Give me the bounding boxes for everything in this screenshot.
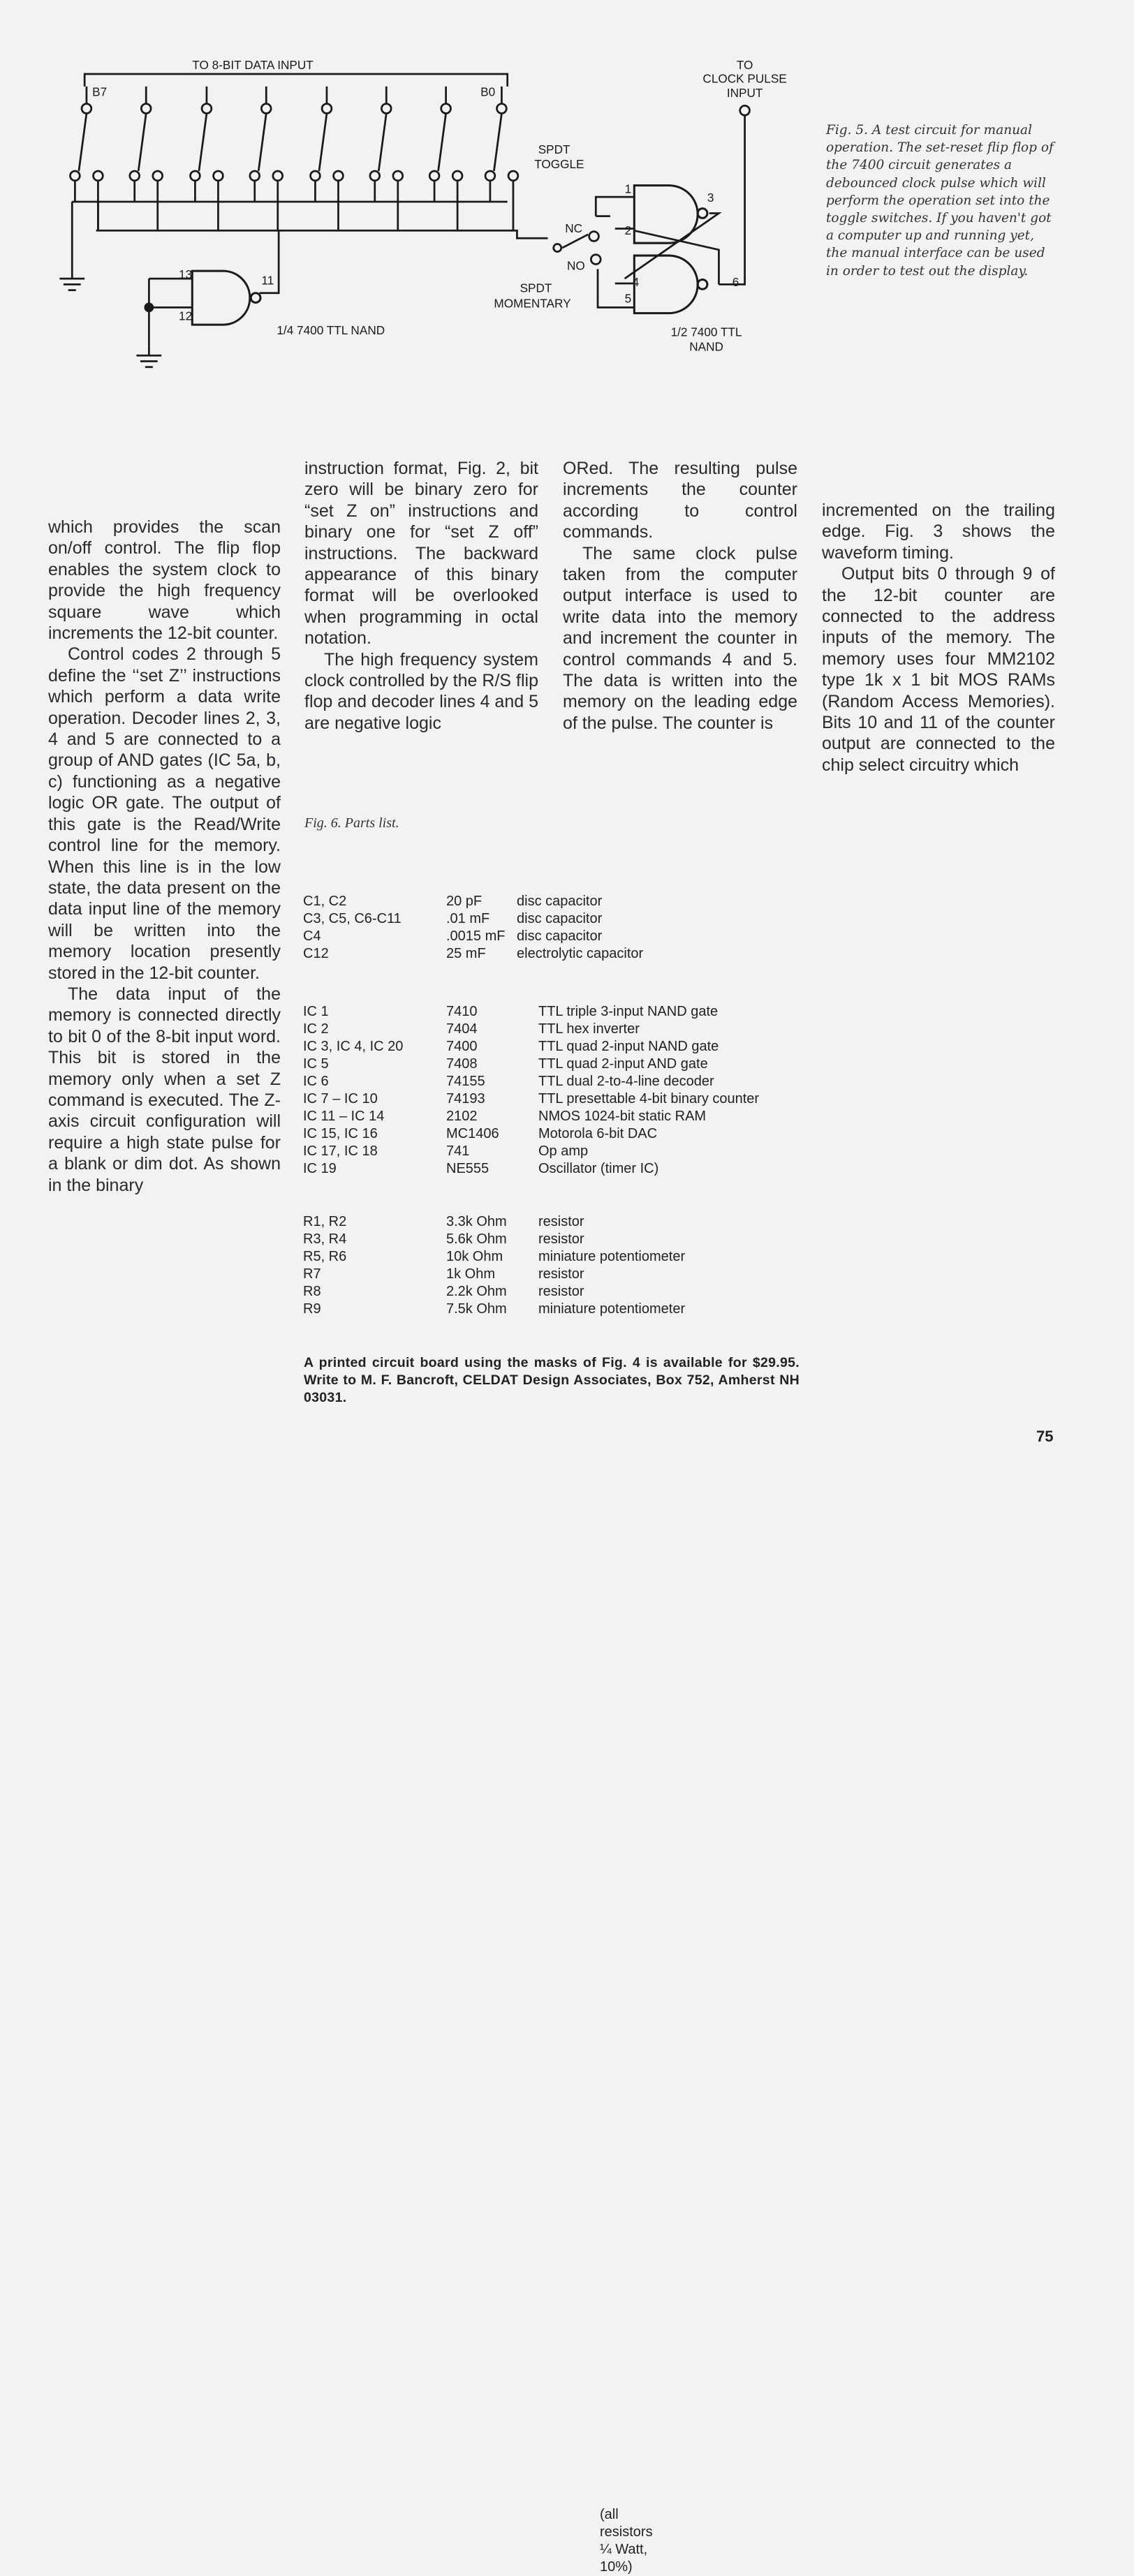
pin-label: 6: [732, 275, 739, 290]
page-number: 75: [1036, 1428, 1054, 1445]
part-value: 7404: [446, 1021, 478, 1037]
part-designator: IC 1: [303, 1004, 329, 1019]
part-description: resistor: [538, 1214, 584, 1229]
part-description: disc capacitor: [517, 928, 603, 944]
toggle-switch-bank: [71, 84, 518, 230]
part-value: 2102: [446, 1109, 478, 1124]
part-description: miniature potentiometer: [538, 1249, 686, 1264]
b0-label: B0: [480, 84, 496, 99]
part-designator: IC 15, IC 16: [303, 1126, 378, 1141]
b7-label: B7: [92, 84, 108, 99]
part-designator: C3, C5, C6-C11: [303, 911, 402, 926]
part-value: 7410: [446, 1004, 478, 1019]
toggle-switch: [485, 87, 518, 230]
figure-6-caption: Fig. 6. Parts list.: [304, 815, 399, 831]
paragraph: instruction format, Fig. 2, bit zero will be binary zero for “set Z on” instructions and binary one for “set Z off” instructions. The backward appearance of this binary format will be overlooked when programming in octal notation.: [304, 459, 538, 649]
toggle-switch: [191, 87, 223, 230]
part-description: resistor: [538, 1231, 584, 1247]
toggle-switch: [311, 87, 344, 230]
part-designator: R7: [303, 1266, 321, 1282]
part-designator: IC 11 – IC 14: [303, 1109, 385, 1124]
part-value: 74193: [446, 1091, 485, 1106]
footer-note: A printed circuit board using the masks of Fig. 4 is available for $29.95. Write to M. F. Bancroft, CELDAT Design Associates, Box 752, Amherst NH 03031.: [304, 1355, 800, 1405]
toggle-switch: [130, 87, 163, 230]
part-value: 3.3k Ohm: [446, 1214, 507, 1229]
paragraph: incremented on the trailing edge. Fig. 3 shows the waveform timing.: [822, 501, 1055, 563]
paragraph: The same clock pulse taken from the computer output interface is used to write data into the memory and increment the counter in control commands 4 and 5. The data is written into the memory on the leading edge of the pulse. The counter is: [563, 543, 797, 733]
pin-label: 1: [624, 182, 632, 196]
part-description: Op amp: [538, 1143, 589, 1159]
part-description: TTL triple 3-input NAND gate: [538, 1004, 719, 1019]
part-description: resistor: [538, 1266, 584, 1282]
pin-label: 3: [707, 191, 714, 205]
schematic-wires: [72, 74, 744, 346]
pin-label: 5: [624, 291, 632, 306]
half-nand-label-1: 1/2 7400 TTL: [670, 325, 742, 339]
paragraph: Control codes 2 through 5 define the ‘‘set Z’’ instructions which perform a data write operation. Decoder lines 2, 3, 4 and 5 are connected to a group of AND gates (IC 5a, b, c) functioning as a negative logic OR gate. The output of this gate is the Read/Write control line for the memory. When this line is in the low state, the data present on the data input line of the memory will be written into the memory location presently stored in the 12-bit counter.: [48, 644, 281, 983]
part-value: 2.2k Ohm: [446, 1284, 507, 1299]
paragraph: Output bits 0 through 9 of the 12-bit counter are connected to the address inputs of the memory. The memory uses four MM2102 type 1k x 1 bit MOS RAMs (Random Access Memories). Bits 10 and 11 of the counter output are connected to the chip select circuitry which: [822, 564, 1055, 775]
spdt-toggle-label-2: TOGGLE: [534, 156, 584, 171]
part-designator: R3, R4: [303, 1231, 347, 1247]
part-value: 5.6k Ohm: [446, 1231, 507, 1247]
pin-label: 4: [632, 275, 640, 290]
paragraph: ORed. The resulting pulse increments the counter according to control commands.: [563, 459, 797, 542]
part-description: TTL presettable 4-bit binary counter: [538, 1091, 760, 1106]
part-value: 7400: [446, 1039, 478, 1054]
part-description: TTL quad 2-input NAND gate: [538, 1039, 719, 1054]
spdt-toggle-label-1: SPDT: [538, 142, 570, 157]
part-description: TTL dual 2-to-4-line decoder: [538, 1074, 714, 1089]
half-nand-label-2: NAND: [689, 339, 723, 354]
part-value: 20 pF: [446, 894, 483, 909]
clock-input-label-3: INPUT: [726, 85, 763, 100]
paragraph: The high frequency system clock controlled by the R/S flip flop and decoder lines 4 and 5 are negative logic: [304, 649, 538, 733]
toggle-switch: [71, 87, 103, 230]
part-designator: C12: [303, 946, 329, 961]
part-description: resistor: [538, 1284, 584, 1299]
text-column-3: [563, 458, 797, 734]
toggle-switch: [250, 87, 283, 230]
part-designator: C1, C2: [303, 894, 347, 909]
text-column-1: [48, 517, 281, 1196]
no-label: NO: [567, 258, 585, 273]
part-designator: C4: [303, 928, 321, 944]
pin-label: 12: [179, 309, 193, 323]
quarter-nand-label: 1/4 7400 TTL NAND: [277, 323, 385, 337]
part-designator: R9: [303, 1301, 321, 1317]
toggle-switch: [370, 87, 403, 230]
resistor-note: (all resistors ¼ Watt, 10%): [600, 2507, 653, 2575]
part-description: TTL hex inverter: [538, 1021, 640, 1037]
pin-label: 2: [624, 223, 632, 237]
data-input-label: TO 8-BIT DATA INPUT: [192, 58, 314, 73]
part-value: .01 mF: [446, 911, 490, 926]
paragraph: The data input of the memory is connected directly to bit 0 of the 8-bit input word. This bit is stored in the memory only when a set Z command is executed. The Z-axis circuit configuration will require a high state pulse for a blank or dim dot. As shown in the binary: [48, 984, 281, 1195]
part-designator: IC 2: [303, 1021, 329, 1037]
part-description: disc capacitor: [517, 894, 603, 909]
part-value: 7408: [446, 1056, 478, 1072]
part-designator: R8: [303, 1284, 321, 1299]
part-description: miniature potentiometer: [538, 1301, 686, 1317]
part-designator: IC 17, IC 18: [303, 1143, 378, 1159]
part-designator: R5, R6: [303, 1249, 347, 1264]
part-designator: IC 3, IC 4, IC 20: [303, 1039, 404, 1054]
part-value: MC1406: [446, 1126, 499, 1141]
text-column-4: [822, 500, 1055, 776]
part-value: 7.5k Ohm: [446, 1301, 507, 1317]
part-description: Motorola 6-bit DAC: [538, 1126, 658, 1141]
pin-label: 13: [179, 267, 193, 282]
part-description: Oscillator (timer IC): [538, 1161, 659, 1176]
part-designator: IC 19: [303, 1161, 337, 1176]
part-designator: IC 7 – IC 10: [303, 1091, 378, 1106]
part-value: 1k Ohm: [446, 1266, 496, 1282]
part-value: 74155: [446, 1074, 485, 1089]
text-column-2: [304, 458, 538, 734]
paragraph: which provides the scan on/off control. The flip flop enables the system clock to provide the high frequency square wave which increments the 12-bit counter.: [48, 517, 281, 644]
part-value: 741: [446, 1143, 470, 1159]
spdt-momentary-label-2: MOMENTARY: [494, 296, 571, 311]
figure-5-caption: Fig. 5. A test circuit for manual operation. The set-reset flip flop of the 7400 circuit generates a debounced clock pulse which will perform the operation set into the toggle switches. If you haven't got a computer up and running yet, the manual interface can be used in order to test out the display.: [826, 123, 1054, 279]
part-description: TTL quad 2-input AND gate: [538, 1056, 708, 1072]
part-designator: R1, R2: [303, 1214, 347, 1229]
spdt-momentary-label-1: SPDT: [520, 281, 552, 295]
clock-input-label-2: CLOCK PULSE: [702, 71, 787, 86]
part-description: electrolytic capacitor: [517, 946, 644, 961]
part-description: disc capacitor: [517, 911, 603, 926]
part-designator: IC 5: [303, 1056, 329, 1072]
part-description: NMOS 1024-bit static RAM: [538, 1109, 707, 1124]
part-designator: IC 6: [303, 1074, 329, 1089]
nc-label: NC: [565, 221, 583, 236]
part-value: 25 mF: [446, 946, 486, 961]
clock-input-label-1: TO: [736, 58, 753, 73]
part-value: 10k Ohm: [446, 1249, 503, 1264]
pin-label: 11: [261, 273, 274, 288]
toggle-switch: [429, 87, 462, 230]
part-value: .0015 mF: [446, 928, 506, 944]
ground-symbols: [59, 279, 161, 367]
part-value: NE555: [446, 1161, 489, 1176]
